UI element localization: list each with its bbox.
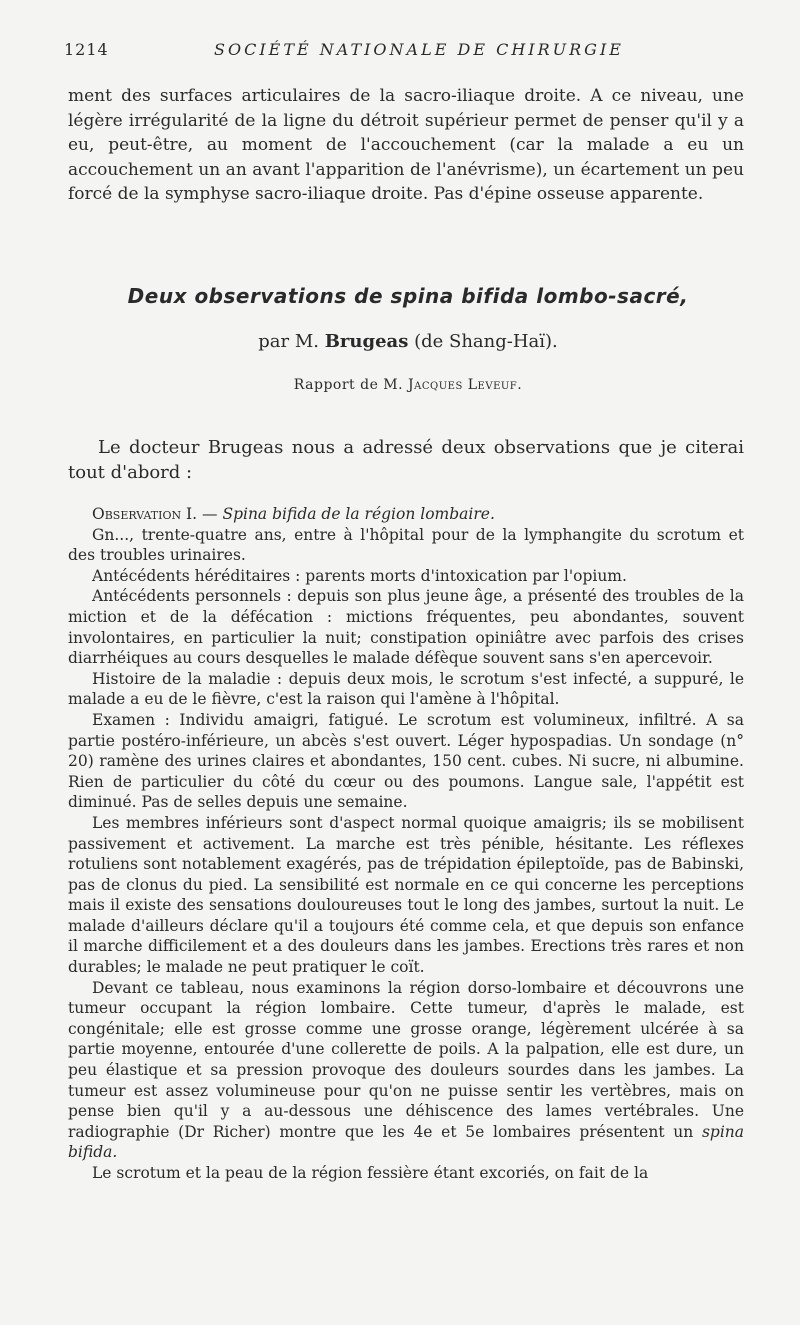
observation-paragraph: Antécédents héréditaires : parents morts d'intoxication par l'opium. (92, 566, 627, 585)
observation-paragraph: Le scrotum et la peau de la région fessière étant excoriés, on fait de la (92, 1164, 649, 1182)
observation-subtitle: Spina bifida de la région lombaire. (222, 505, 495, 523)
observation-dash: — (197, 505, 223, 523)
observation-paragraph: Les membres inférieurs sont d'aspect normal quoique amaigris; ils se mobilisent passivement et activement. La marche est très pénible, hésitante. Les réflexes rotuliens sont notablement exagérés, pas de trépidation épileptoïde, pas de Babinski, pas de clonus du pied. La sensibilité est normale en ce qui concerne les perceptions mais il existe des sensations douloureuses tout le long des jambes, surtout la nuit. Le malade d'ailleurs déclare qu'il a toujours été comme cela, et que depuis son enfance il marche difficilement et a des douleurs dans les jambes. Erections très rares et non durables; le malade ne peut pratiquer le coït. (68, 813, 744, 977)
page-header (64, 40, 744, 68)
spina-bifida-italic: spina bifida. (68, 1122, 744, 1162)
observation-paragraph: Examen : Individu amaigri, fatigué. Le scrotum est volumineux, infiltré. A sa partie postéro-inférieure, un abcès s'est ouvert. Léger hypospadias. Un sondage (n° 20) ramène des urines claires et abondantes, 150 cent. cubes. Ni sucre, ni albumine. Rien de particulier du côté du cœur ou des poumons. Langue sale, l'appétit est diminué. Pas de selles depuis une semaine. (68, 710, 744, 812)
page-number: 1214 (64, 40, 109, 59)
observation-paragraph (68, 978, 744, 1163)
article-byline (70, 331, 746, 352)
observation-paragraph: Histoire de la maladie : depuis deux mois, le scrotum s'est infecté, a suppuré, le malade a eu de le fièvre, c'est la raison qui l'amène à l'hôpital. (68, 669, 744, 709)
running-head: SOCIÉTÉ NATIONALE DE CHIRURGIE (214, 40, 624, 59)
intro-block (68, 435, 744, 485)
continued-paragraph-block (68, 84, 744, 207)
observation-label: Observation I. (92, 505, 198, 523)
article-title: Deux observations de spina bifida lombo-sacré, (127, 284, 689, 308)
observation-heading (68, 504, 744, 525)
author-name: Brugeas (324, 331, 409, 352)
observation-section (68, 504, 744, 1184)
byline-prefix: par M. (258, 331, 319, 352)
byline-suffix: (de Shang-Haï). (414, 331, 558, 352)
observation-paragraph: Gn..., trente-quatre ans, entre à l'hôpital pour de la lymphangite du scrotum et des troubles urinaires. (68, 525, 744, 565)
report-prefix: Rapport de M. (293, 377, 404, 393)
continued-paragraph: ment des surfaces articulaires de la sacro-iliaque droite. A ce niveau, une légère irrégularité de la ligne du détroit supérieur permet de penser qu'il y a eu, peut-être, au moment de l'accouchement (car la malade a eu un accouchement un an avant l'apparition de l'anévrisme), un écartement un peu forcé de la symphyse sacro-iliaque droite. Pas d'épine osseuse apparente. (68, 86, 744, 204)
observation-paragraph-text: Devant ce tableau, nous examinons la région dorso-lombaire et découvrons une tumeur occupant la région lombaire. Cette tumeur, d'après le malade, est congénitale; elle est grosse comme une grosse orange, légèrement ulcérée à sa partie moyenne, entourée d'une collerette de poils. A la palpation, elle est dure, un peu élastique et sa pression provoque des douleurs sourdes dans les jambes. La tumeur est assez volumineuse pour qu'on ne puisse sentir les vertèbres, mais on pense bien qu'il y a au-dessous une déhiscence des lames vertébrales. Une radiographie (Dr Richer) montre que les 4e et 5e lombaires présentent un (68, 978, 744, 1141)
intro-paragraph: Le docteur Brugeas nous a adressé deux observations que je citerai tout d'abord : (68, 437, 744, 483)
reporter-name: Jacques Leveuf. (408, 377, 523, 393)
observation-paragraph: Antécédents personnels : depuis son plus jeune âge, a présenté des troubles de la miction et de la défécation : mictions fréquentes, peu abondantes, souvent involontaires, en particulier la nuit; constipation opiniâtre avec parfois des crises diarrhéiques au cours desquelles le malade défèque souvent sans s'en apercevoir. (68, 587, 744, 668)
report-line (70, 377, 746, 393)
